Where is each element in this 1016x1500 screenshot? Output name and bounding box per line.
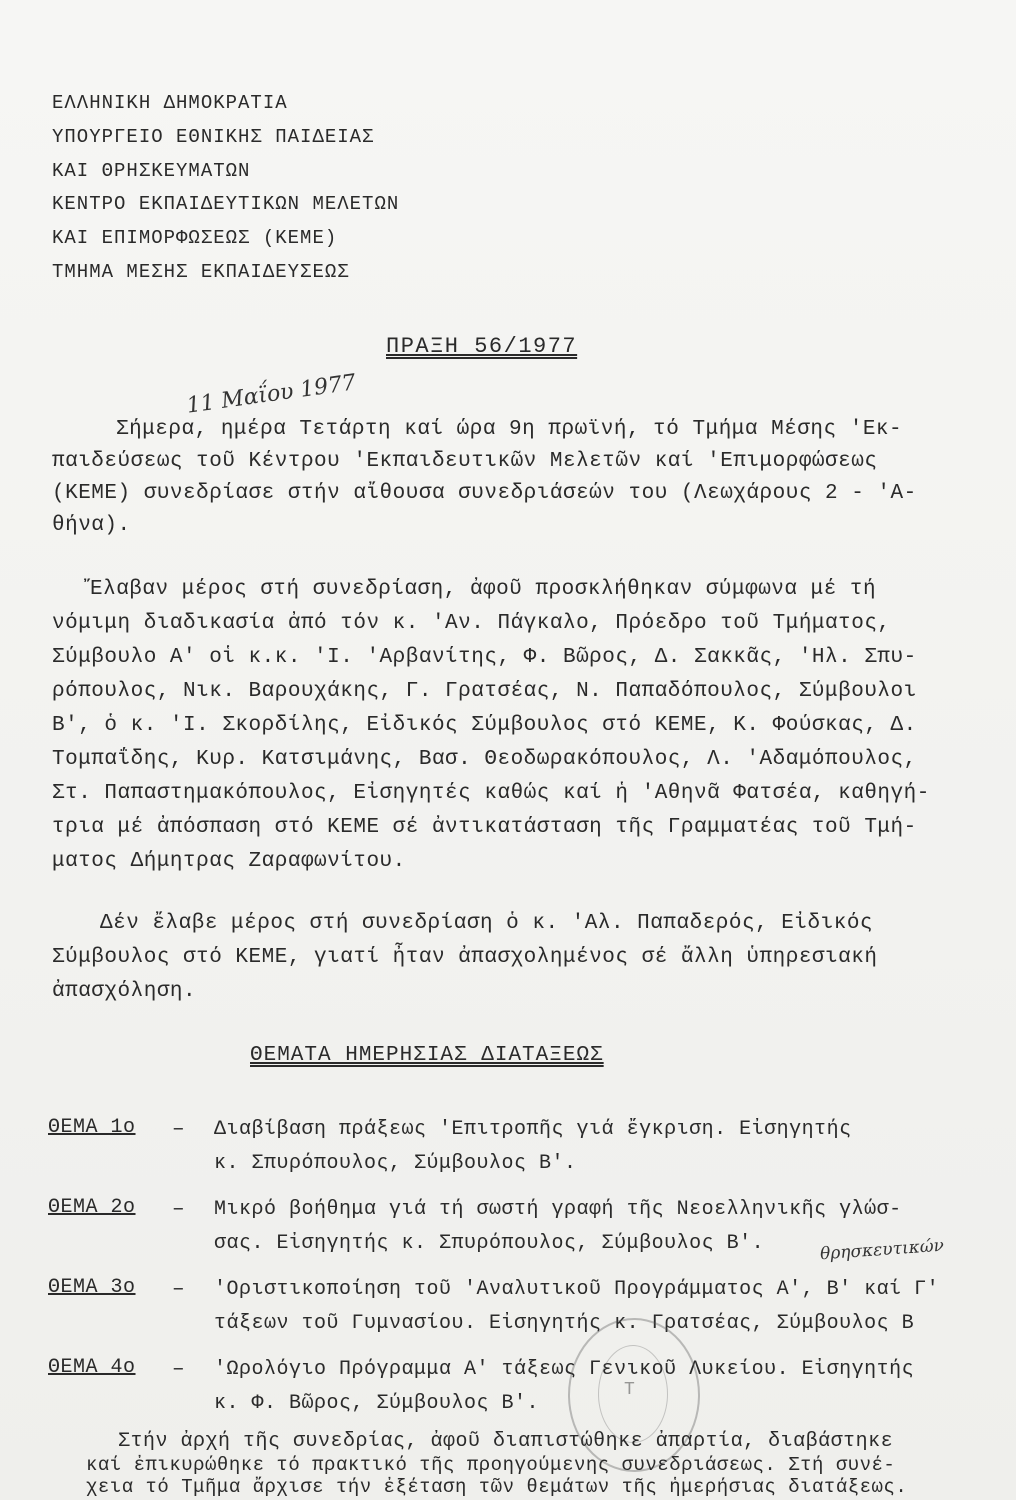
agenda-item-1-line-2: κ. Σπυρόπουλος, Σύμβουλος Β'. (214, 1152, 577, 1175)
header-line-1: ΕΛΛΗΝΙΚΗ ΔΗΜΟΚΡΑΤΙΑ (52, 92, 288, 114)
agenda-item-4-line-2: κ. Φ. Βῶρος, Σύμβουλος Β'. (214, 1392, 540, 1415)
paragraph3-line-2: Σύμβουλος στό ΚΕΜΕ, γιατί ἦταν ἀπασχολημένος σέ ἄλλη ὑπηρεσιακή (52, 946, 878, 969)
agenda-dash-4: – (172, 1358, 185, 1381)
paragraph3-line-3: ἀπασχόληση. (52, 980, 197, 1003)
agenda-item-2-line-2: σας. Εἰσηγητής κ. Σπυρόπουλος, Σύμβουλος Β'. (214, 1232, 765, 1255)
paragraph2-line-4: ρόπουλος, Νικ. Βαρουχάκης, Γ. Γρατσέας, Ν. Παπαδόπουλος, Σύμβουλοι (52, 680, 917, 703)
closing-line-2: καί ἐπικυρώθηκε τό πρακτικό τῆς προηγούμενης συνεδριάσεως. Στή συνέ- (86, 1454, 896, 1476)
header-line-4: ΚΕΝΤΡΟ ΕΚΠΑΙΔΕΥΤΙΚΩΝ ΜΕΛΕΤΩΝ (52, 193, 400, 215)
agenda-dash-3: – (172, 1278, 185, 1301)
paragraph2-line-6: Τομπαΐδης, Κυρ. Κατσιμάνης, Βασ. Θεοδωρακόπουλος, Λ. 'Αδαμόπουλος, (52, 748, 917, 771)
paragraph1-line-4: θήνα). (52, 514, 131, 537)
agenda-title: ΘΕΜΑΤΑ ΗΜΕΡΗΣΙΑΣ ΔΙΑΤΑΞΕΩΣ (250, 1044, 604, 1067)
paragraph2-line-8: τρια μέ ἀπόσπαση στό ΚΕΜΕ σέ ἀντικατάσταση τῆς Γραμματέας τοῦ Τμή- (52, 816, 917, 839)
header-line-2: ΥΠΟΥΡΓΕΙΟ ΕΘΝΙΚΗΣ ΠΑΙΔΕΙΑΣ (52, 126, 375, 148)
agenda-item-3-line-1: 'Οριστικοποίηση τοῦ 'Αναλυτικοῦ Προγράμματος Α', Β' καί Γ' (214, 1278, 940, 1301)
paragraph3-line-1: Δέν ἔλαβε μέρος στή συνεδρίαση ὁ κ. 'Αλ. Παπαδερός, Εἰδικός (100, 912, 874, 935)
document-title: ΠΡΑΞΗ 56/1977 (386, 334, 578, 359)
paragraph1-line-2: παιδεύσεως τοῦ Κέντρου 'Εκπαιδευτικῶν Μελετῶν καί 'Επιμορφώσεως (52, 450, 878, 473)
handwritten-note: θρησκευτικών (819, 1235, 945, 1265)
paragraph1-line-1: Σήμερα, ημέρα Τετάρτη καί ώρα 9η πρωϊνή, τό Τμήμα Μέσης 'Εκ- (116, 418, 903, 441)
paragraph1-line-3: (ΚΕΜΕ) συνεδρίασε στήν αἴθουσα συνεδριάσεών του (Λεωχάρους 2 - 'Α- (52, 482, 917, 505)
handwritten-date: 11 Μαΐου 1977 (185, 370, 358, 419)
header-line-6: ΤΜΗΜΑ ΜΕΣΗΣ ΕΚΠΑΙΔΕΥΣΕΩΣ (52, 261, 350, 283)
agenda-item-1-line-1: Διαβίβαση πράξεως 'Επιτροπῆς γιά ἔγκριση. Εἰσηγητής (214, 1118, 852, 1141)
closing-line-3: χεια τό Τμῆμα ἄρχισε τήν ἐξέταση τῶν θεμάτων τῆς ἡμερήσιας διατάξεως. (86, 1476, 908, 1498)
header-line-3: ΚΑΙ ΘΡΗΣΚΕΥΜΑΤΩΝ (52, 160, 251, 182)
agenda-item-3-line-2: τάξεων τοῦ Γυμνασίου. Εἰσηγητής κ. Γρατσέας, Σύμβουλος Β (214, 1312, 915, 1335)
agenda-label-1: ΘΕΜΑ 1ο (48, 1116, 136, 1139)
agenda-label-2: ΘΕΜΑ 2ο (48, 1196, 136, 1219)
paragraph2-line-3: Σύμβουλο Α' οἱ κ.κ. 'Ι. 'Αρβανίτης, Φ. Βῶρος, Δ. Σακκᾶς, 'Ηλ. Σπυ- (52, 646, 917, 669)
paragraph2-line-7: Στ. Παπαστημακόπουλος, Εἰσηγητές καθώς καί ἡ 'Αθηνᾶ Φατσέα, καθηγή- (52, 782, 930, 805)
official-stamp-mark: Τ (624, 1380, 635, 1400)
closing-line-1: Στήν ἀρχή τῆς συνεδρίας, ἀφοῦ διαπιστώθηκε ἀπαρτία, διαβάστηκε (118, 1430, 894, 1453)
agenda-label-4: ΘΕΜΑ 4ο (48, 1356, 136, 1379)
agenda-dash-2: – (172, 1198, 185, 1221)
paragraph2-line-2: νόμιμη διαδικασία ἀπό τόν κ. 'Αν. Πάγκαλο, Πρόεδρο τοῦ Τμήματος, (52, 612, 891, 635)
agenda-dash-1: – (172, 1118, 185, 1141)
agenda-item-4-line-1: 'Ωρολόγιο Πρόγραμμα Α' τάξεως Γενικοῦ Λυκείου. Εἰσηγητής (214, 1358, 915, 1381)
agenda-item-2-line-1: Μικρό βοήθημα γιά τή σωστή γραφή τῆς Νεοελληνικῆς γλώσ- (214, 1198, 902, 1221)
header-line-5: ΚΑΙ ΕΠΙΜΟΡΦΩΣΕΩΣ (ΚΕΜΕ) (52, 227, 338, 249)
paragraph2-line-9: ματος Δήμητρας Ζαραφωνίτου. (52, 850, 406, 873)
paragraph2-line-5: Β', ὁ κ. 'Ι. Σκορδίλης, Εἰδικός Σύμβουλος στό ΚΕΜΕ, Κ. Φούσκας, Δ. (52, 714, 917, 737)
agenda-label-3: ΘΕΜΑ 3ο (48, 1276, 136, 1299)
paragraph2-line-1: Ἔλαβαν μέρος στή συνεδρίαση, ἀφοῦ προσκλήθηκαν σύμφωνα μέ τή (90, 578, 877, 601)
